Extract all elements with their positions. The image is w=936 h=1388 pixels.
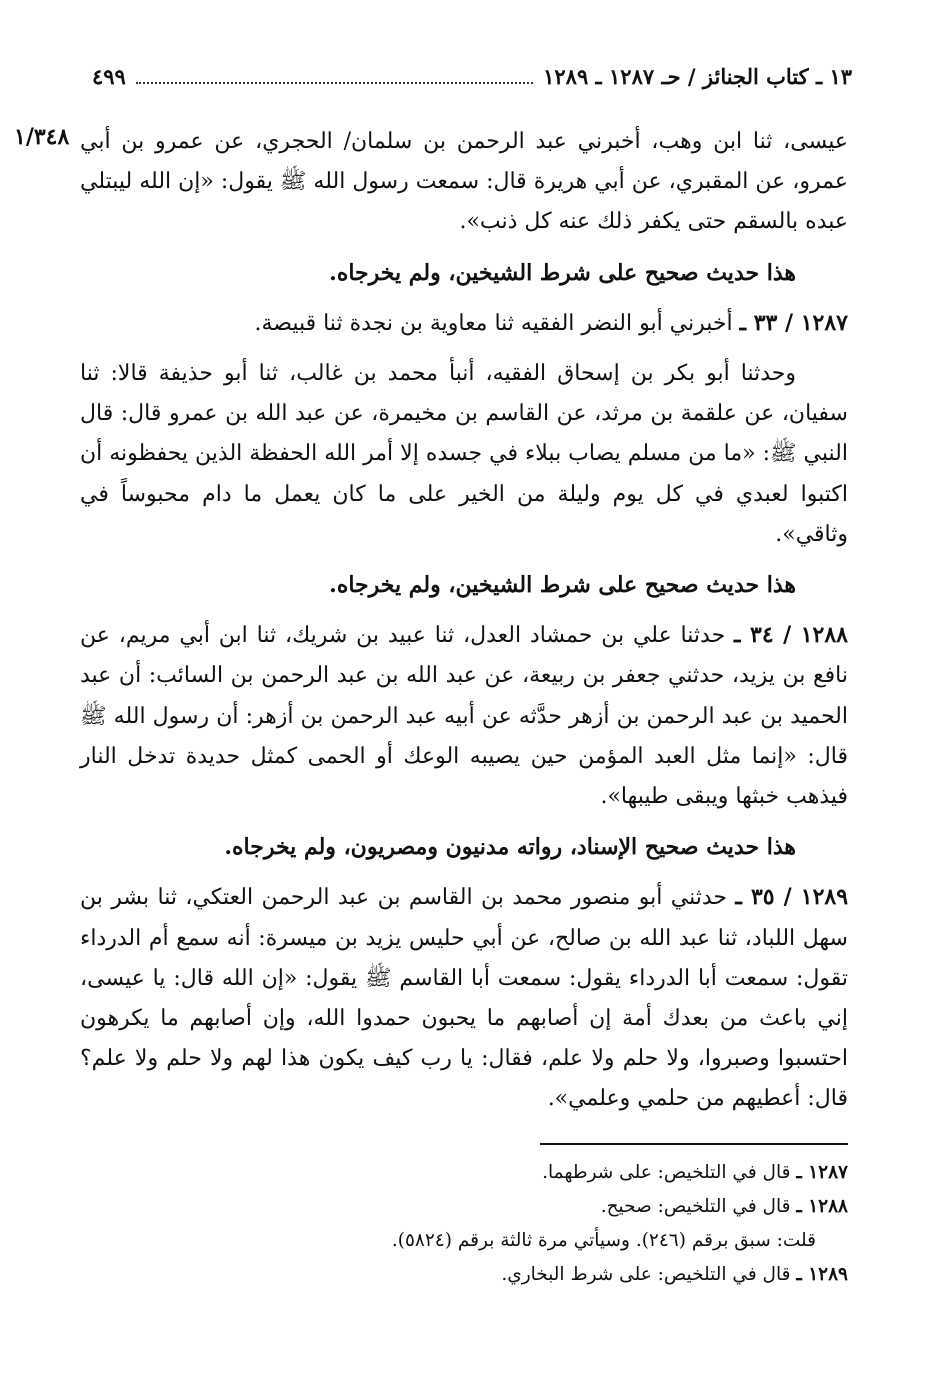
footnote-1289 xyxy=(80,1258,848,1292)
hadith-1287-text: أخبرني أبو النضر الفقيه ثنا معاوية بن نجدة ثنا قبيصة. xyxy=(254,310,733,336)
footnote-text: قال في التلخيص: على شرط البخاري. xyxy=(501,1264,791,1285)
footnotes xyxy=(80,1156,848,1292)
paragraph-continuation: عيسى، ثنا ابن وهب، أخبرني عبد الرحمن بن سلمان/ الحجري، عن عمرو بن أبي عمرو، عن المقبري، عن أبي هريرة قال: سمعت رسول الله ﷺ يقول: «إن الله ليبتلي عبده بالسقم حتى يكفر ذلك عنه كل ذنب». xyxy=(80,129,848,235)
footnote-number: ١٢٨٨ ـ xyxy=(796,1196,848,1217)
hadith-number-1288: ١٢٨٨ / ٣٤ ـ xyxy=(734,622,848,649)
chapter-title: ١٣ ـ كتاب الجنائز / حـ ١٢٨٧ ـ ١٢٨٩ xyxy=(543,63,852,89)
hadith-1289 xyxy=(80,877,848,1119)
footnote-1288-remark xyxy=(80,1224,848,1258)
hadith-1288-text: حدثنا علي بن حمشاد العدل، ثنا عبيد بن شريك، ثنا ابن أبي مريم، عن نافع بن يزيد، حدثني جعفر بن ربيعة، عن عبد الله بن عبد الرحمن بن السائب: أن عبد الحميد بن عبد الرحمن بن أزهر حدَّثه عن أبيه عبد الرحمن بن أزهر: أن رسول الله ﷺ قال: «إنما مثل العبد المؤمن حين يصيبه الوعك أو الحمى كمثل حديدة تدخل النار فيذهب خبثها ويبقى طيبها». xyxy=(80,623,848,810)
footnote-1288 xyxy=(80,1190,848,1224)
footnote-text: قال في التلخيص: على شرطهما. xyxy=(542,1162,791,1183)
verdict-1287: هذا حديث صحيح على شرط الشيخين، ولم يخرجاه. xyxy=(329,572,796,599)
hadith-1289-text: حدثني أبو منصور محمد بن القاسم بن عبد الرحمن العتكي، ثنا بشر بن سهل اللباد، ثنا عبد الله بن صالح، عن أبي حليس يزيد بن ميسرة: أنه سمع أم الدرداء تقول: سمعت أبا الدرداء يقول: سمعت أبا القاسم ﷺ يقول: «إن الله قال: يا عيسى، إني باعث من بعدك أمة إن أصابهم ما يحبون حمدوا الله، وإن أصابهم ما يكرهون احتسبوا وصبروا، ولا حلم ولا علم، فقال: يا رب كيف يكون هذا لهم ولا حلم ولا علم؟ قال: أعطيهم من حلمي وعلمي». xyxy=(80,885,848,1112)
footnote-number: ١٢٨٩ ـ xyxy=(796,1264,848,1285)
verdict-1286: هذا حديث صحيح على شرط الشيخين، ولم يخرجاه. xyxy=(329,259,796,286)
footnote-1287 xyxy=(80,1156,848,1190)
running-header xyxy=(92,58,852,94)
hadith-1287-body: وحدثنا أبو بكر بن إسحاق الفقيه، أنبأ محمد بن غالب، ثنا أبو حذيفة قالا: ثنا سفيان، عن علقمة بن مرثد، عن القاسم بن مخيمرة، عن عبد الله بن عمرو قال: قال النبي ﷺ: «ما من مسلم يصاب ببلاء في جسده إلا أمر الله الحفظة الذين يحفظونه أن اكتبوا لعبدي في كل يوم وليلة من الخير على ما كان يعمل ما دام محبوساً في وثاقي». xyxy=(80,361,848,547)
verdict-1288: هذا حديث صحيح الإسناد، رواته مدنيون ومصريون، ولم يخرجاه. xyxy=(224,834,796,861)
header-dot-leader xyxy=(136,68,533,84)
footnote-number: ١٢٨٧ ـ xyxy=(796,1162,848,1183)
hadith-1287-intro xyxy=(80,303,848,344)
footnote-text: قلت: سبق برقم (٢٤٦). وسيأتي مرة ثالثة برقم (٥٨٢٤). xyxy=(391,1230,816,1251)
hadith-number-1289: ١٢٨٩ / ٣٥ ـ xyxy=(735,884,849,911)
hadith-number-1287: ١٢٨٧ / ٣٣ ـ xyxy=(739,309,848,336)
margin-reference: ١/٣٤٨ xyxy=(14,124,70,150)
footnote-text: قال في التلخيص: صحيح. xyxy=(600,1196,791,1217)
page-number: ٤٩٩ xyxy=(92,63,126,89)
main-text xyxy=(80,122,848,1130)
footnote-separator xyxy=(540,1143,848,1145)
hadith-1288 xyxy=(80,615,848,817)
